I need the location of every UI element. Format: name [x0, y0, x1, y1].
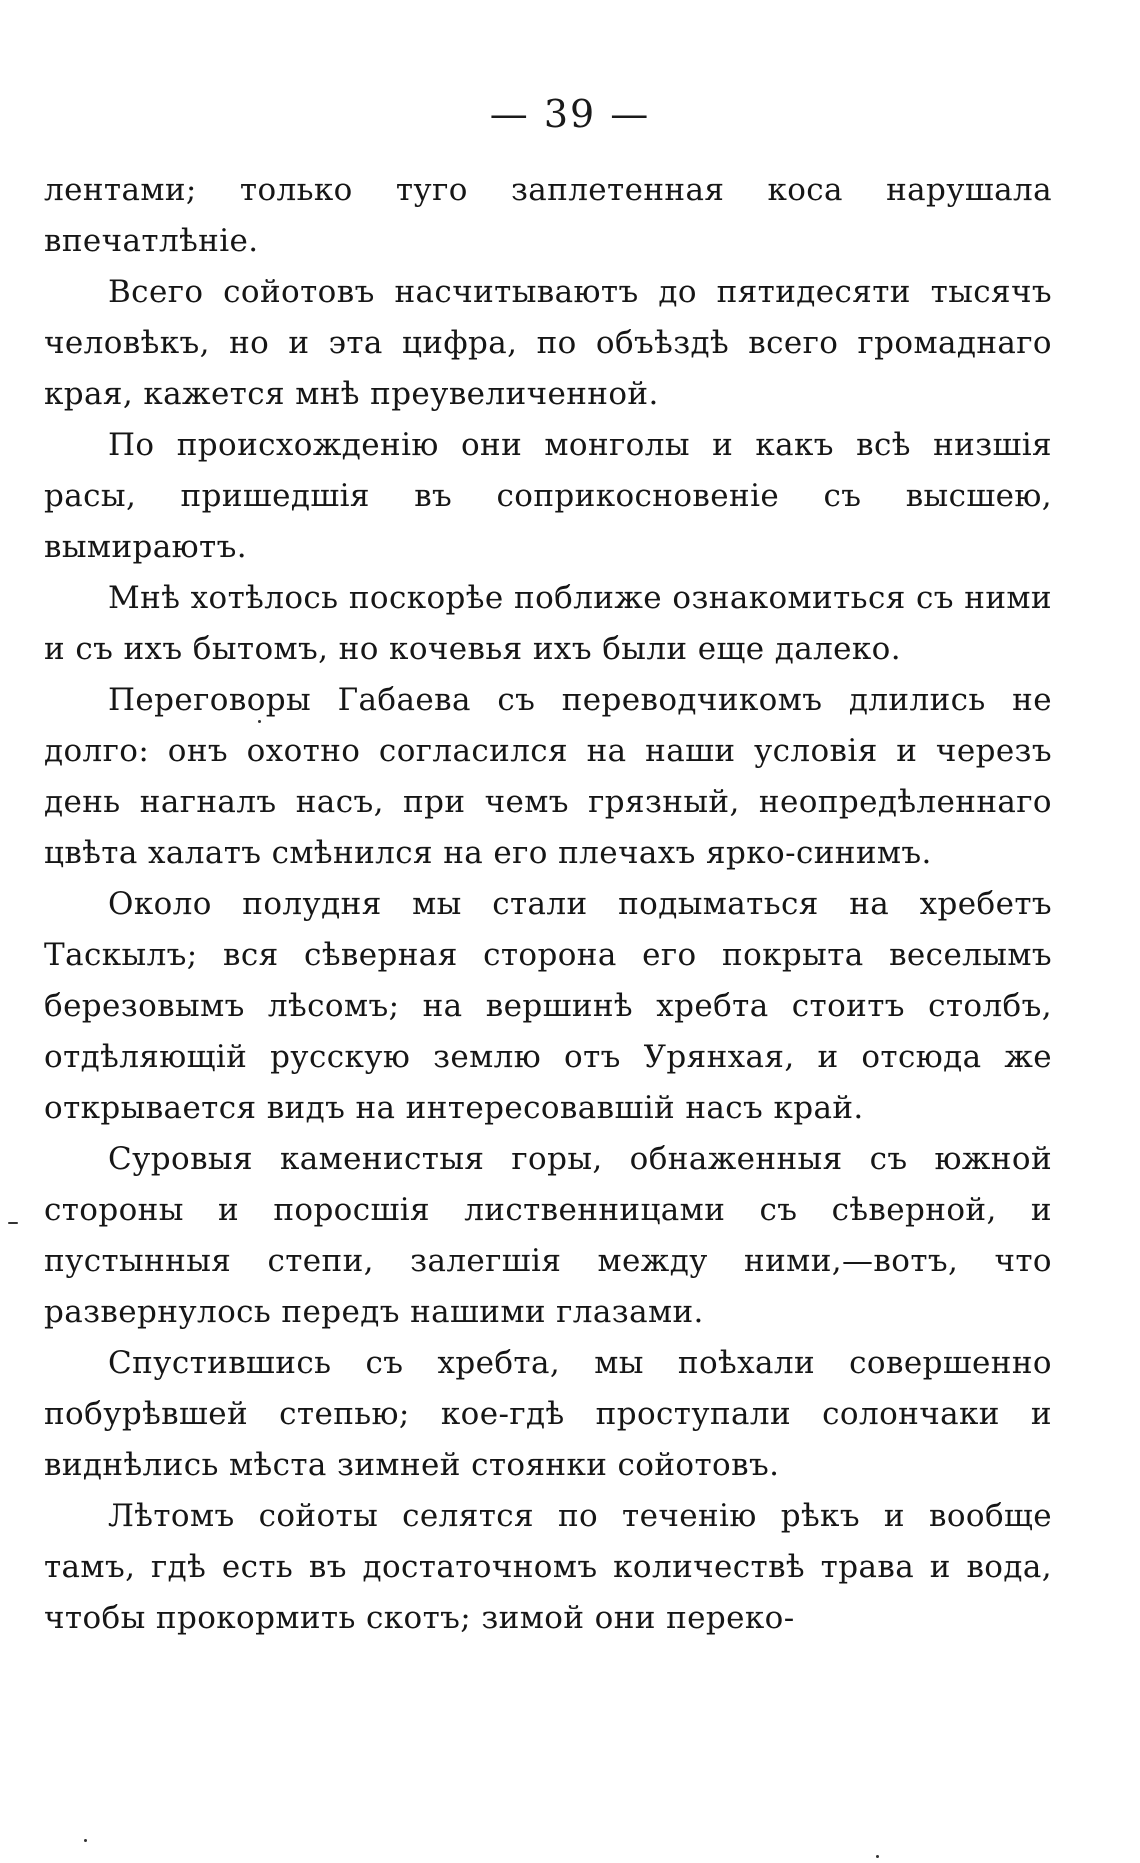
body-text — [44, 165, 1052, 1644]
paragraph-3: По происхожденію они монголы и какъ всѣ низшія расы, пришедшія въ соприкосновеніе съ высшею, вымираютъ. — [44, 427, 1052, 565]
print-speck — [876, 1855, 879, 1858]
paragraph-6: Около полудня мы стали подыматься на хребетъ Таскылъ; вся сѣверная сторона его покрыта веселымъ березовымъ лѣсомъ; на вершинѣ хребта стоитъ столбъ, отдѣляющій русскую землю отъ Урянхая, и отсюда же открывается видъ на интересовавшій насъ край. — [44, 886, 1052, 1126]
paragraph-8: Спустившись съ хребта, мы поѣхали совершенно побурѣвшей степью; кое-гдѣ проступали солончаки и виднѣлись мѣста зимней стоянки сойотовъ. — [44, 1345, 1052, 1483]
paragraph-9: Лѣтомъ сойоты селятся по теченію рѣкъ и вообще тамъ, гдѣ есть въ достаточномъ количествѣ трава и вода, чтобы прокормить скотъ; зимой они переко- — [44, 1498, 1052, 1636]
paragraph-7: Суровыя каменистыя горы, обнаженныя съ южной стороны и поросшія лиственницами съ сѣверной, и пустынныя степи, залегшія между ними,—вотъ, что развернулось передъ нашими глазами. — [44, 1141, 1052, 1330]
paragraph-5: Переговоры Габаева съ переводчикомъ длились не долго: онъ охотно согласился на наши условія и черезъ день нагналъ насъ, при чемъ грязный, неопредѣленнаго цвѣта халатъ смѣнился на его плечахъ ярко-синимъ. — [44, 682, 1052, 871]
print-speck — [8, 1222, 18, 1224]
paragraph-1: лентами; только туго заплетенная коса нарушала впечатлѣніе. — [44, 172, 1052, 259]
paragraph-2: Всего сойотовъ насчитываютъ до пятидесяти тысячъ человѣкъ, но и эта цифра, по объѣздѣ всего громаднаго края, кажется мнѣ преувеличенной. — [44, 274, 1052, 412]
print-speck — [258, 720, 261, 723]
paragraph-4: Мнѣ хотѣлось поскорѣе поближе ознакомиться съ ними и съ ихъ бытомъ, но кочевья ихъ были еще далеко. — [44, 580, 1052, 667]
page-number: — 39 — — [489, 92, 651, 136]
print-speck — [84, 1839, 87, 1842]
